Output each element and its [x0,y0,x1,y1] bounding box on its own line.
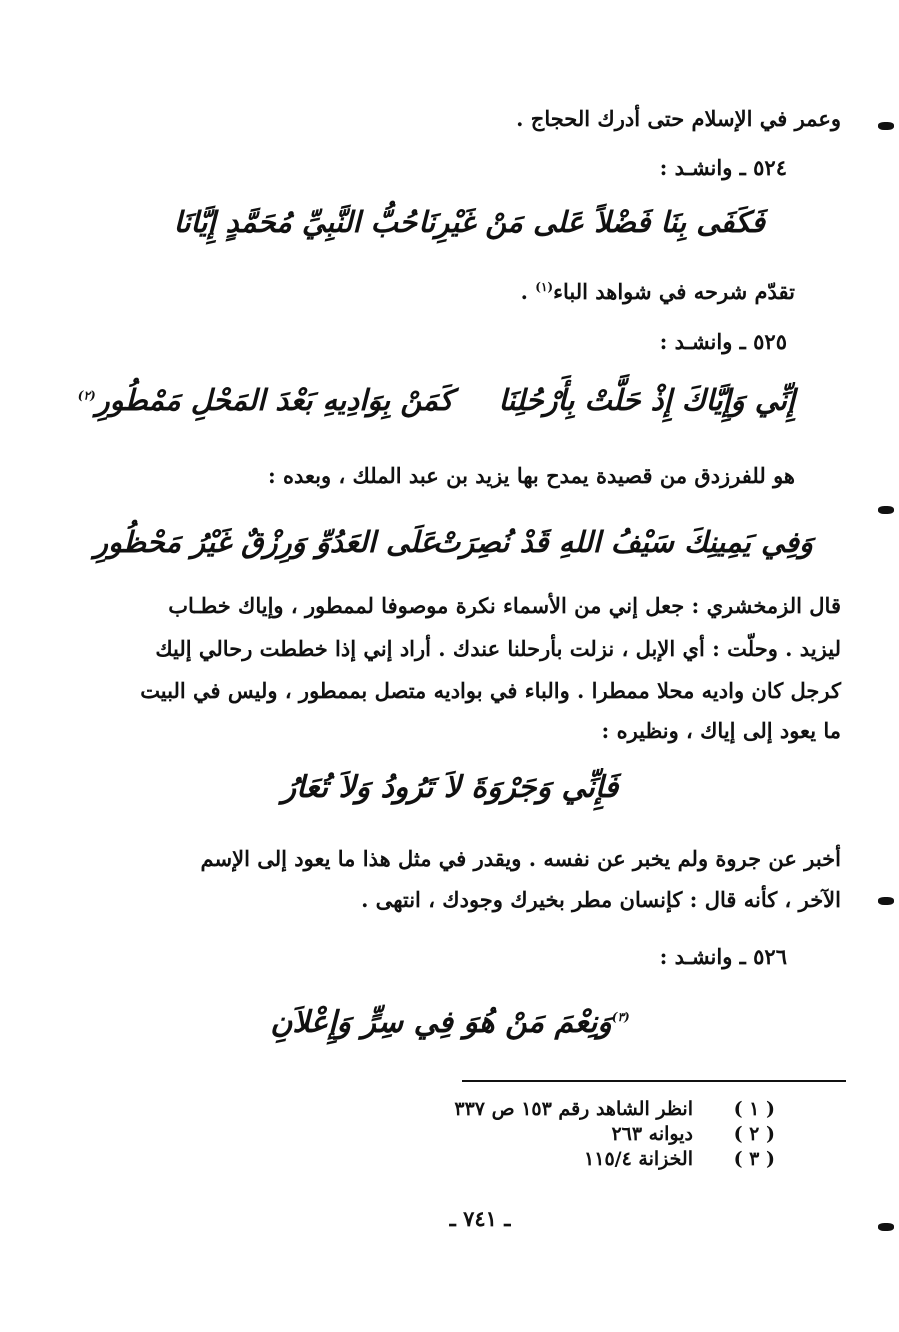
entry-525-verse-right: إِنِّي وَإِيَّاكَ إِذْ حَلَّتْ بِأَرْحُلِنَا [498,383,795,417]
commentary-line: أخبر عن جروة ولم يخبر عن نفسه . ويقدر في مثل هذا ما يعود إلى الإسم [200,846,841,871]
footnote-ref: (٢) [77,388,96,403]
verse-text: وَنِعْمَ مَنْ هُوَ فِي سِرٍّ وَإِعْلاَنِ [270,1005,612,1040]
footnote-number: ( ٢ ) [733,1123,775,1145]
entry-525-half-verse: فَإِنِّي وَجَرْوَةَ لاَ تَرُودُ وَلاَ تُعَارُ [281,770,619,805]
margin-mark [878,1223,894,1231]
footnote-number: ( ١ ) [733,1098,775,1120]
note-end: . [520,279,536,304]
entry-524-verse-left: حُبُّ النَّبِيِّ مُحَمَّدٍ إِيَّانَا [173,205,417,239]
footnote-text: انظر الشاهد رقم ١٥٣ ص ٣٣٧ [454,1098,693,1120]
margin-mark [878,122,894,130]
commentary-line: الآخر ، كأنه قال : كإنسان مطر بخيرك وجودك ، انتهى . [361,887,841,912]
margin-mark [878,897,894,905]
footnote-ref: (٣) [611,1010,630,1024]
entry-525-heading: ٥٢٥ ـ وانشـد : [659,329,787,354]
footnote-number: ( ٣ ) [733,1148,775,1170]
entry-525-verse2-left: عَلَى العَدُوِّ وَرِزْقٌ غَيْرُ مَحْظُورِ [93,525,437,559]
entry-524-note [521,279,795,304]
commentary-line: قال الزمخشري : جعل إني من الأسماء نكرة موصوفا لممطور ، وإياك خطـاب [168,593,841,618]
entry-526-heading: ٥٢٦ ـ وانشـد : [659,944,787,969]
entry-526-half-verse [250,1005,650,1041]
commentary-line: كرجل كان واديه محلا ممطرا . والباء في بواديه متصل بممطور ، وليس في البيت [140,678,841,703]
entry-524-verse-right: فَكَفَى بِنَا فَضْلاً عَلى مَنْ غَيْرِنَا [418,205,765,239]
footnote-ref: (١) [535,280,554,294]
footnote-text: الخزانة ١١٥/٤ [584,1148,693,1170]
commentary-line: ليزيد . وحلّت : أي الإبل ، نزلت بأرحلنا عندك . أراد إني إذا خططت رحالي إليك [155,636,841,661]
note-text: تقدّم شرحه في شواهد الباء [553,279,795,304]
footnote-text: ديوانه ٢٦٣ [611,1123,693,1145]
entry-525-verse2-right: وَفِي يَمِينِكَ سَيْفُ اللهِ قَدْ نُصِرَتْ [432,525,813,559]
footnote-divider [462,1080,846,1082]
page-number: ـ ٧٤١ ـ [449,1206,511,1231]
top-line: وعمر في الإسلام حتى أدرك الحجاج . [516,106,841,131]
verse-text: كَمَنْ بِوَادِيهِ بَعْدَ المَحْلِ مَمْطُورِ [95,383,453,417]
commentary-line: ما يعود إلى إياك ، ونظيره : [601,718,841,743]
entry-525-verse-left [78,383,453,418]
entry-524-heading: ٥٢٤ ـ وانشـد : [659,155,787,180]
margin-mark [878,506,894,514]
entry-525-intro: هو للفرزدق من قصيدة يمدح بها يزيد بن عبد الملك ، وبعده : [267,463,795,488]
